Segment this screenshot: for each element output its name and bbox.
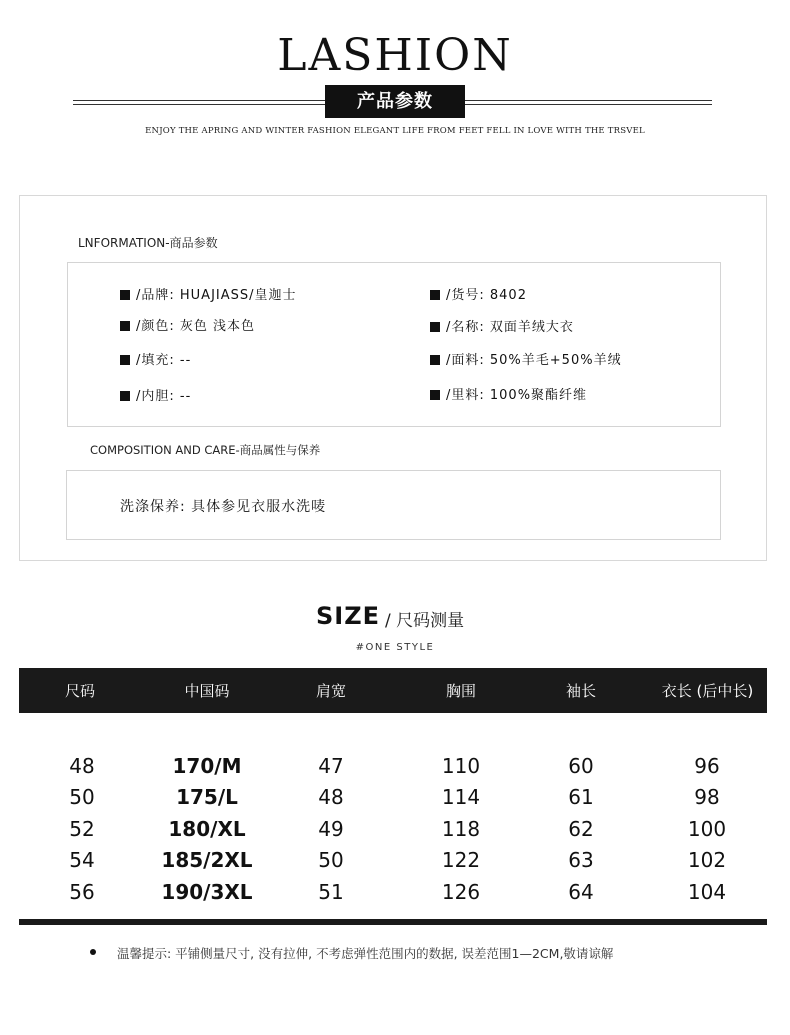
spec-filling [120,349,191,368]
spec-fabric [430,349,622,368]
cell-size: 48 [69,754,95,778]
cell-shoulder: 49 [318,817,344,841]
cell-china-size: 185/2XL [161,848,253,872]
size-table-bottom-bar [19,919,767,925]
cell-china-size: 190/3XL [161,880,253,904]
cell-sleeve: 64 [568,880,594,904]
measurement-tip: 温馨提示: 平铺侧量尺寸, 没有拉伸, 不考虑弹性范围内的数据, 误差范围1—2CM,敬请谅解 [117,946,614,961]
header-rule-right-bottom [465,104,712,105]
square-bullet-icon [430,322,440,332]
spec-color-text: /颜色: 灰色 浅本色 [136,319,256,334]
cell-chest: 122 [441,848,481,872]
cell-length: 102 [687,848,727,872]
cell-sleeve: 62 [568,817,594,841]
cell-length: 98 [694,785,720,809]
care-heading: COMPOSITION AND CARE-商品属性与保养 [90,443,321,457]
cell-size: 50 [69,785,95,809]
size-note: #ONE STYLE [355,642,435,653]
cell-sleeve: 61 [568,785,594,809]
col-header-size: 尺码 [64,682,95,700]
spec-name [430,316,574,335]
cell-length: 100 [687,817,727,841]
cell-size: 52 [69,817,95,841]
cell-shoulder: 47 [318,754,344,778]
spec-name-text: /名称: 双面羊绒大衣 [446,320,574,335]
square-bullet-icon [120,391,130,401]
cell-chest: 126 [441,880,481,904]
square-bullet-icon [430,290,440,300]
cell-china-size: 170/M [172,754,242,778]
tagline: ENJOY THE APRING AND WINTER FASHION ELEGANT LIFE FROM FEET FELL IN LOVE WITH THE TRSVEL [145,126,645,136]
col-header-shoulder: 肩宽 [315,682,346,700]
col-header-china-size: 中国码 [184,682,230,700]
square-bullet-icon [120,290,130,300]
cell-sleeve: 60 [568,754,594,778]
spec-lining [430,384,587,403]
cell-chest: 110 [441,754,481,778]
square-bullet-icon [120,321,130,331]
bullet-dot-icon [90,949,96,955]
spec-item-number [430,284,527,303]
square-bullet-icon [430,390,440,400]
col-header-chest: 胸围 [445,682,476,700]
cell-chest: 114 [441,785,481,809]
square-bullet-icon [430,355,440,365]
header-rule-right-top [465,100,712,101]
square-bullet-icon [120,355,130,365]
cell-chest: 118 [441,817,481,841]
cell-size: 54 [69,848,95,872]
size-subtitle: / 尺码测量 [385,611,465,631]
cell-sleeve: 63 [568,848,594,872]
care-text: 洗涤保养: 具体参见衣服水洗唛 [120,499,327,515]
cell-china-size: 175/L [176,785,238,809]
size-title: SIZE [316,602,381,630]
cell-shoulder: 51 [318,880,344,904]
spec-color [120,315,255,334]
col-header-sleeve: 袖长 [565,682,596,700]
spec-lining-text: /里料: 100%聚酯纤维 [446,388,588,403]
spec-brand [120,284,297,303]
spec-liner [120,385,191,404]
section-title-badge: 产品参数 [325,85,465,118]
cell-size: 56 [69,880,95,904]
spec-brand-text: /品牌: HUAJIASS/皇迦士 [136,288,297,303]
cell-length: 96 [694,754,720,778]
cell-shoulder: 50 [318,848,344,872]
spec-fabric-text: /面料: 50%羊毛+50%羊绒 [446,353,622,368]
info-heading: LNFORMATION-商品参数 [78,236,218,250]
spec-filling-text: /填充: -- [136,353,192,368]
spec-item-number-text: /货号: 8402 [446,288,527,303]
cell-length: 104 [687,880,727,904]
cell-china-size: 180/XL [168,817,246,841]
header-rule-left-bottom [73,104,325,105]
cell-shoulder: 48 [318,785,344,809]
spec-liner-text: /内胆: -- [136,389,192,404]
header-rule-left-top [73,100,325,101]
brand-title: LASHION [277,30,513,81]
col-header-length: 衣长 (后中长) [661,682,754,700]
